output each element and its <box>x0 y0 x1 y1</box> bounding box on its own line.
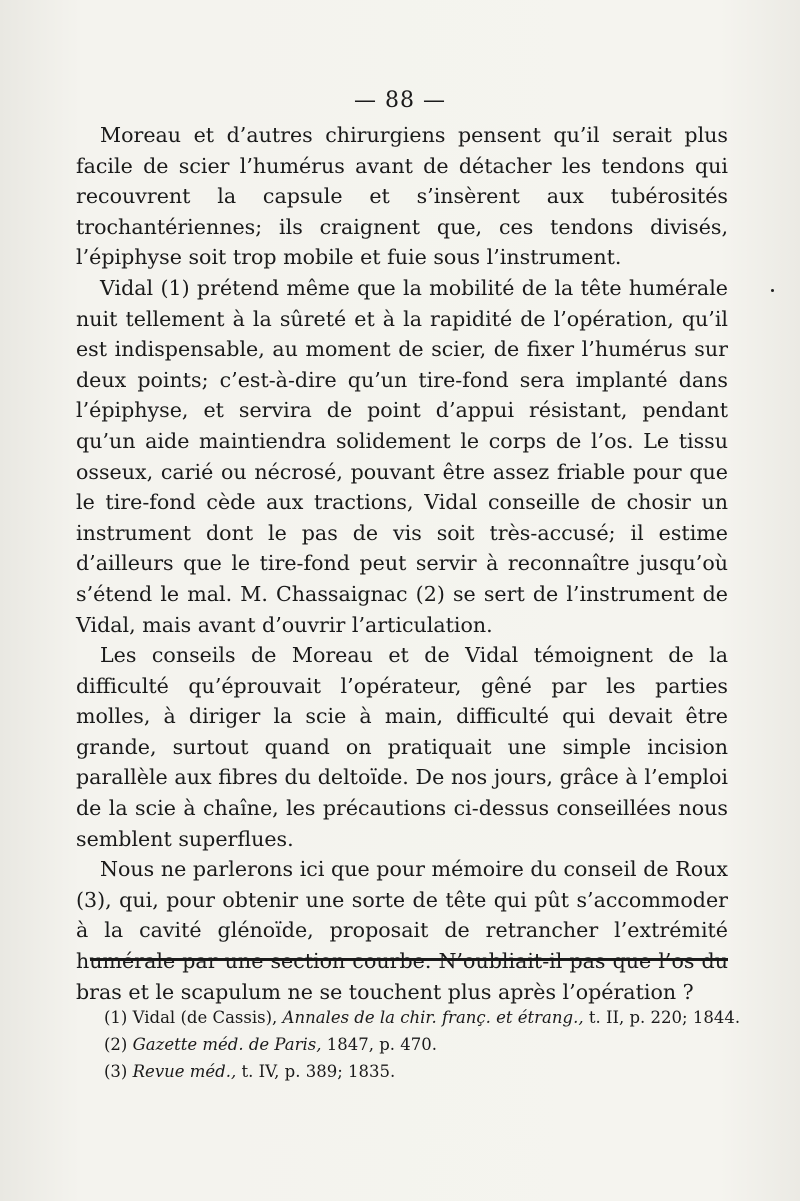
footnotes <box>104 1004 744 1085</box>
footnote-author: Vidal (de Cassis), <box>132 1008 278 1027</box>
footnote-source: Gazette méd. de Paris, <box>132 1035 322 1054</box>
footnote-3 <box>104 1058 744 1085</box>
paragraph-vidal: Vidal (1) prétend même que la mobilité de la tête humérale nuit tellement à la sûreté et à la rapidité de l’opération, qu’il est indispensable, au moment de scier, de fixer l’humérus sur deux points; c’est-à-dire qu’un tire-fond sera implanté dans l’épiphyse, et servira de point d’appui résistant, pendant qu’un aide maintiendra solidement le corps de l’os. Le tissu osseux, carié ou nécrosé, pouvant être assez friable pour que le tire-fond cède aux tractions, Vidal conseille de chosir un instrument dont le pas de vis soit très-accusé; il estime d’ailleurs que le tire-fond peut servir à reconnaître jusqu’où s’étend le mal. M. Chassaignac (2) se sert de l’instrument de Vidal, mais avant d’ouvrir l’articulation. <box>76 275 728 637</box>
footnote-2 <box>104 1031 744 1058</box>
footnote-marker: (1) <box>104 1008 128 1027</box>
body-text <box>76 120 728 1007</box>
footnote-marker: (2) <box>104 1035 128 1054</box>
page-number: — 88 — <box>354 88 446 113</box>
footnote-detail: t. II, p. 220; 1844. <box>588 1008 741 1027</box>
paragraph-conseils: Les conseils de Moreau et de Vidal témoignent de la difficulté qu’éprouvait l’opérateur, gêné par les parties molles, à diriger la scie à main, difficulté qui devait être grande, surtout quand on pratiquait une simple incision parallèle aux fibres du deltoïde. De nos jours, grâce à l’emploi de la scie à chaîne, les précautions ci-dessus conseillées nous semblent superflues. <box>76 643 728 851</box>
footnote-source: Revue méd., <box>132 1062 237 1081</box>
paragraph-moreau: Moreau et d’autres chirurgiens pensent qu’il serait plus facile de scier l’humérus avant de détacher les tendons qui recouvrent la capsule et s’insèrent aux tubérosités trochantériennes; ils craignent que, ces tendons divisés, l’épiphyse soit trop mobile et fuie sous l’instrument. <box>76 123 728 270</box>
footnote-separator <box>90 958 728 961</box>
margin-mark <box>771 289 774 292</box>
footnote-detail: t. IV, p. 389; 1835. <box>241 1062 396 1081</box>
paragraph-roux: Nous ne parlerons ici que pour mémoire du conseil de Roux (3), qui, pour obtenir une sorte de tête qui pût s’accommoder à la cavité glénoïde, proposait de retrancher l’extrémité humérale par une section courbe. N’oubliait-il pas que l’os du bras et le scapulum ne se touchent plus après l’opération ? <box>76 857 728 1004</box>
footnote-1 <box>104 1004 744 1031</box>
footnote-marker: (3) <box>104 1062 128 1081</box>
footnote-source: Annales de la chir. franç. et étrang., <box>282 1008 584 1027</box>
footnote-detail: 1847, p. 470. <box>326 1035 438 1054</box>
